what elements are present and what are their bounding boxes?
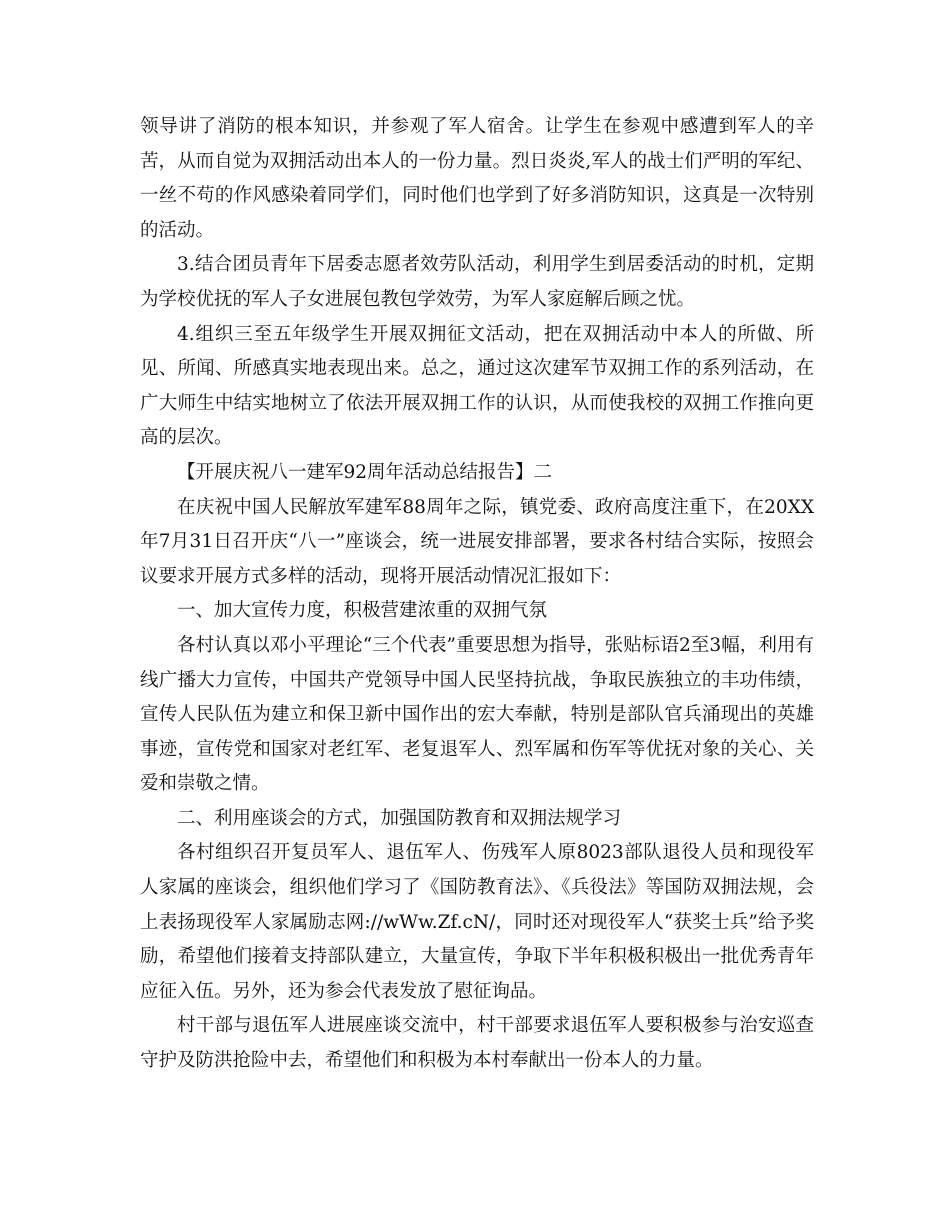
paragraph-continuation: 领导讲了消防的根本知识，并参观了军人宿舍。让学生在参观中感遭到军人的辛苦，从而自觉为双拥活动出本人的一份力量。烈日炎炎,军人的战士们严明的军纪、一丝不苟的作风感染着同学们，同时他们也学到了好多消防知识，这真是一次特别的活动。 [140, 116, 814, 241]
document-body [140, 110, 814, 1079]
section-title: 【开展庆祝八一建军92周年活动总结报告】二 [177, 461, 553, 483]
paragraph-exchange: 村干部与退伍军人进展座谈交流中，村干部要求退伍军人要积极参与治安巡查守护及防洪抢险中去，希望他们和积极为本村奉献出一份本人的力量。 [140, 1015, 814, 1072]
paragraph-item-4: 4.组织三至五年级学生开展双拥征文活动，把在双拥活动中本人的所做、所见、所闻、所感真实地表现出来。总之，通过这次建军节双拥工作的系列活动，在广大师生中结实地树立了依法开展双拥工作的认识，从而使我校的双拥工作推向更高的层次。 [140, 323, 814, 449]
paragraph-item-3: 3.结合团员青年下居委志愿者效劳队活动，利用学生到居委活动的时机，定期为学校优抚的军人子女进展包教包学效劳，为军人家庭解后顾之忧。 [140, 254, 814, 310]
paragraph-meeting: 各村组织召开复员军人、退伍军人、伤残军人原8023部队退役人员和现役军人家属的座谈会，组织他们学习了《国防教育法》、《兵役法》等国防双拥法规，会上表扬现役军人家属励志网://wWw.Zf.cN/，同时还对现役军人“获奖士兵”给予奖励，希望他们接着支持部队建立，大量宣传，争取下半年积极积极出一批优秀青年应征入伍。另外，还为参会代表发放了慰征询品。 [140, 842, 814, 1002]
heading-one: 一、加大宣传力度，积极营建浓重的双拥气氛 [177, 600, 548, 622]
paragraph-intro: 在庆祝中国人民解放军建军88周年之际，镇党委、政府高度注重下，在20XX年7月31日召开庆“八一”座谈会，统一进展安排部署，要求各村结合实际，按照会议要求开展方式多样的活动，现将开展活动情况汇报如下： [140, 496, 814, 587]
paragraph-publicity: 各村认真以邓小平理论“三个代表”重要思想为指导，张贴标语2至3幅，利用有线广播大力宣传，中国共产党领导中国人民坚持抗战，争取民族独立的丰功伟绩，宣传人民队伍为建立和保卫新中国作出的宏大奉献，特别是部队官兵涌现出的英雄事迹，宣传党和国家对老红军、老复退军人、烈军属和伤军等优抚对象的关心、关爱和崇敬之情。 [140, 634, 814, 795]
heading-two: 二、利用座谈会的方式，加强国防教育和双拥法规学习 [177, 807, 622, 829]
